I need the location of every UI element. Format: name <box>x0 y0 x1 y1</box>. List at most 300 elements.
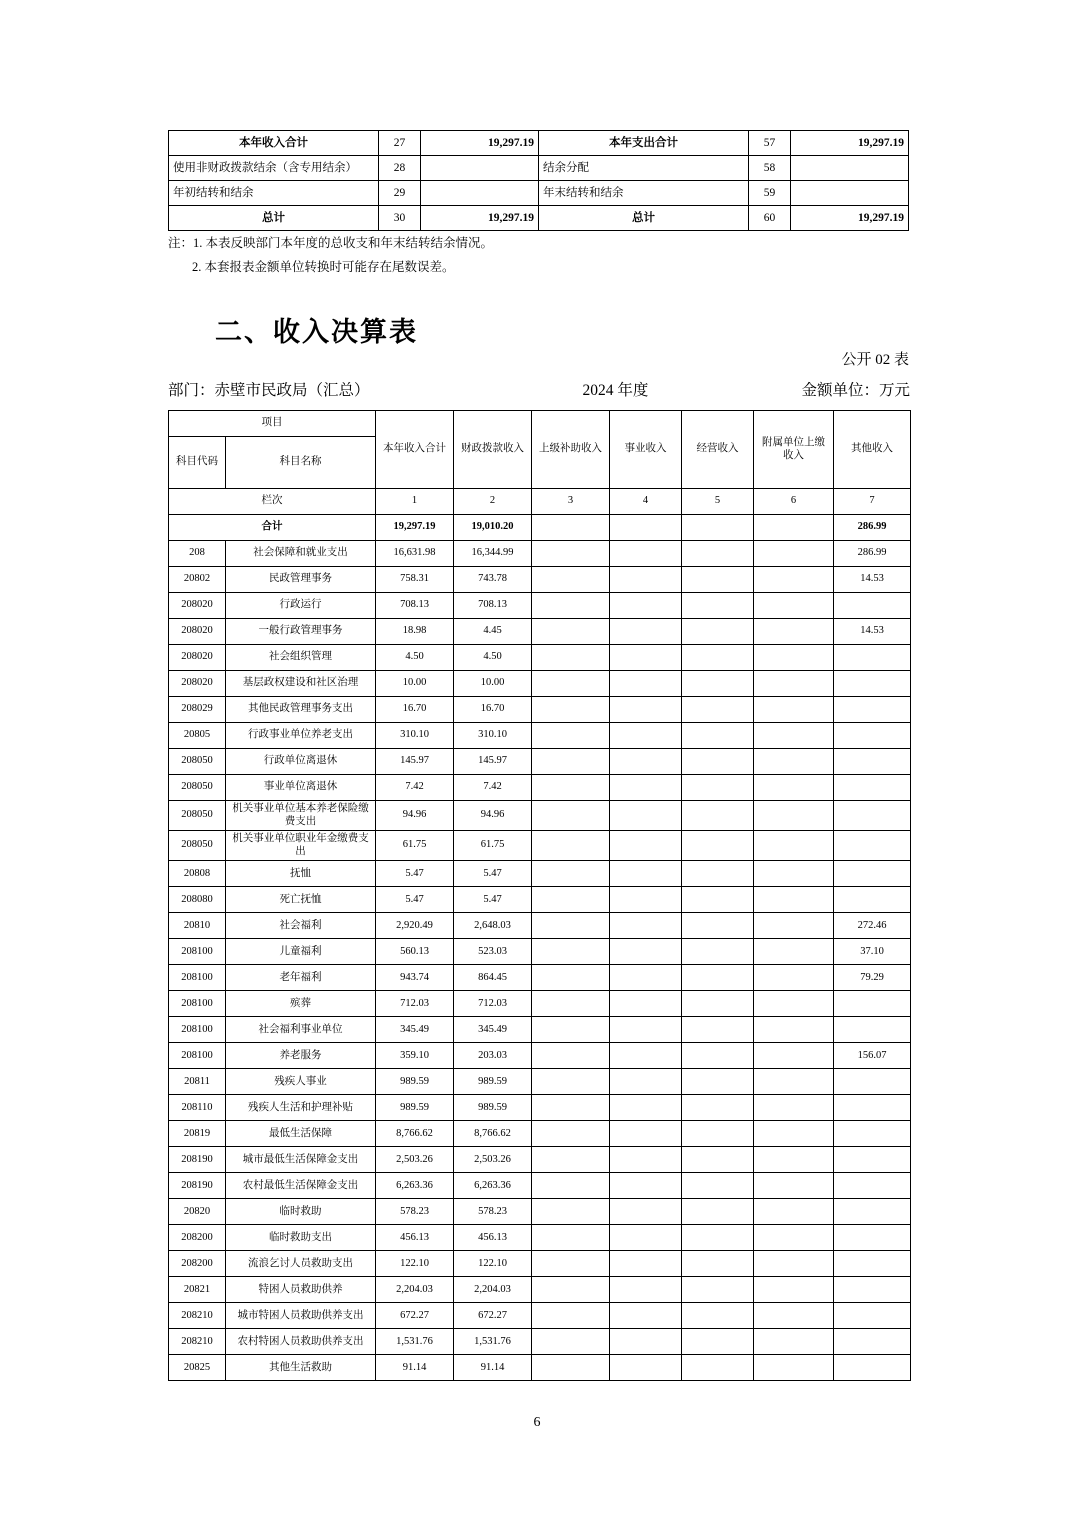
row-value-1: 10.00 <box>376 671 454 697</box>
row-value-3 <box>532 541 610 567</box>
row-right-value: 19,297.19 <box>791 131 909 156</box>
row-name: 其他生活救助 <box>226 1355 376 1381</box>
row-value-2: 989.59 <box>454 1069 532 1095</box>
total-value-5 <box>682 515 754 541</box>
row-code: 208029 <box>169 697 226 723</box>
page-number: 6 <box>533 1415 541 1430</box>
row-value-7 <box>834 1277 911 1303</box>
row-value-5 <box>682 749 754 775</box>
row-value-5 <box>682 913 754 939</box>
row-value-4 <box>610 697 682 723</box>
row-value-7 <box>834 671 911 697</box>
table-row <box>169 206 909 231</box>
row-value-2: 708.13 <box>454 593 532 619</box>
row-value-5 <box>682 1173 754 1199</box>
row-value-5 <box>682 1147 754 1173</box>
row-value-3 <box>532 1329 610 1355</box>
row-code: 208100 <box>169 1017 226 1043</box>
row-value-6 <box>754 1069 834 1095</box>
row-code: 208020 <box>169 593 226 619</box>
table-row <box>169 939 911 965</box>
table-row <box>169 1121 911 1147</box>
row-name: 行政单位离退休 <box>226 749 376 775</box>
row-value-4 <box>610 801 682 831</box>
row-value-2: 94.96 <box>454 801 532 831</box>
row-value-1: 16,631.98 <box>376 541 454 567</box>
row-value-2: 5.47 <box>454 887 532 913</box>
row-value-7 <box>834 1121 911 1147</box>
row-value-4 <box>610 991 682 1017</box>
row-value-7 <box>834 645 911 671</box>
row-value-3 <box>532 619 610 645</box>
row-value-3 <box>532 645 610 671</box>
row-code: 208100 <box>169 965 226 991</box>
row-value-4 <box>610 1069 682 1095</box>
row-name: 临时救助 <box>226 1199 376 1225</box>
row-value-1: 989.59 <box>376 1069 454 1095</box>
row-value-2: 91.14 <box>454 1355 532 1381</box>
row-value-6 <box>754 1225 834 1251</box>
row-value-3 <box>532 861 610 887</box>
row-code: 20805 <box>169 723 226 749</box>
row-value-4 <box>610 1199 682 1225</box>
row-value-1: 7.42 <box>376 775 454 801</box>
fiscal-year-label: 2024 年度 <box>582 382 649 399</box>
row-value-7 <box>834 1329 911 1355</box>
row-value-2: 8,766.62 <box>454 1121 532 1147</box>
row-name: 农村特困人员救助供养支出 <box>226 1329 376 1355</box>
row-value-5 <box>682 801 754 831</box>
row-value-6 <box>754 1017 834 1043</box>
table-row <box>169 1251 911 1277</box>
row-value-4 <box>610 1173 682 1199</box>
row-value-3 <box>532 1121 610 1147</box>
table-row <box>169 645 911 671</box>
row-value-7 <box>834 1225 911 1251</box>
row-value-7 <box>834 1355 911 1381</box>
row-value-2: 4.50 <box>454 645 532 671</box>
row-value-5 <box>682 619 754 645</box>
row-value-3 <box>532 1173 610 1199</box>
table-row <box>169 181 909 206</box>
row-value-1: 5.47 <box>376 887 454 913</box>
row-code: 208080 <box>169 887 226 913</box>
row-value-6 <box>754 723 834 749</box>
row-code: 208200 <box>169 1225 226 1251</box>
total-value-7: 286.99 <box>834 515 911 541</box>
table-row <box>169 887 911 913</box>
table-meta-row <box>168 378 910 400</box>
table-row <box>169 1225 911 1251</box>
row-value-3 <box>532 775 610 801</box>
row-value-3 <box>532 939 610 965</box>
row-name: 其他民政管理事务支出 <box>226 697 376 723</box>
row-value-4 <box>610 1355 682 1381</box>
row-name: 社会福利 <box>226 913 376 939</box>
row-value-3 <box>532 831 610 861</box>
row-value-2: 4.45 <box>454 619 532 645</box>
row-value-2: 310.10 <box>454 723 532 749</box>
row-value-3 <box>532 1355 610 1381</box>
row-value-7 <box>834 1303 911 1329</box>
department-label: 部门：赤壁市民政局（汇总） <box>168 382 370 399</box>
row-value-1: 578.23 <box>376 1199 454 1225</box>
row-value-3 <box>532 1251 610 1277</box>
row-code: 20825 <box>169 1355 226 1381</box>
row-right-value <box>791 156 909 181</box>
header-col-3: 上级补助收入 <box>532 411 610 489</box>
row-value-6 <box>754 913 834 939</box>
row-value-5 <box>682 1043 754 1069</box>
row-value-6 <box>754 1043 834 1069</box>
row-value-7 <box>834 831 911 861</box>
row-value-4 <box>610 913 682 939</box>
income-statement-table <box>168 410 910 1381</box>
table-row <box>169 1069 911 1095</box>
row-left-value <box>421 181 539 206</box>
row-name: 儿童福利 <box>226 939 376 965</box>
row-code: 208100 <box>169 939 226 965</box>
row-value-3 <box>532 697 610 723</box>
row-name: 农村最低生活保障金支出 <box>226 1173 376 1199</box>
total-value-1: 19,297.19 <box>376 515 454 541</box>
row-name: 临时救助支出 <box>226 1225 376 1251</box>
table-row <box>169 861 911 887</box>
row-value-4 <box>610 861 682 887</box>
row-value-5 <box>682 1225 754 1251</box>
row-value-2: 203.03 <box>454 1043 532 1069</box>
row-value-1: 712.03 <box>376 991 454 1017</box>
row-value-5 <box>682 1277 754 1303</box>
row-code: 20810 <box>169 913 226 939</box>
row-value-4 <box>610 831 682 861</box>
table-row <box>169 671 911 697</box>
row-value-7 <box>834 697 911 723</box>
table-row <box>169 619 911 645</box>
row-value-7: 79.29 <box>834 965 911 991</box>
row-value-2: 1,531.76 <box>454 1329 532 1355</box>
table-row <box>169 965 911 991</box>
rank-number-1: 1 <box>376 489 454 515</box>
row-value-3 <box>532 887 610 913</box>
row-value-7: 272.46 <box>834 913 911 939</box>
row-value-1: 4.50 <box>376 645 454 671</box>
row-name: 最低生活保障 <box>226 1121 376 1147</box>
row-value-2: 712.03 <box>454 991 532 1017</box>
row-value-5 <box>682 671 754 697</box>
row-value-3 <box>532 567 610 593</box>
row-value-1: 6,263.36 <box>376 1173 454 1199</box>
row-value-6 <box>754 887 834 913</box>
rank-number-4: 4 <box>610 489 682 515</box>
row-value-4 <box>610 619 682 645</box>
row-name: 残疾人事业 <box>226 1069 376 1095</box>
row-code: 208050 <box>169 775 226 801</box>
table-row <box>169 1043 911 1069</box>
row-name: 行政运行 <box>226 593 376 619</box>
row-value-6 <box>754 1329 834 1355</box>
sheet-number: 公开 02 表 <box>841 352 909 368</box>
row-value-6 <box>754 567 834 593</box>
row-value-2: 578.23 <box>454 1199 532 1225</box>
row-value-1: 2,204.03 <box>376 1277 454 1303</box>
row-value-6 <box>754 1121 834 1147</box>
row-value-4 <box>610 1329 682 1355</box>
row-value-6 <box>754 861 834 887</box>
row-right-number: 57 <box>749 131 791 156</box>
row-value-6 <box>754 831 834 861</box>
total-value-6 <box>754 515 834 541</box>
row-value-3 <box>532 1017 610 1043</box>
row-name: 一般行政管理事务 <box>226 619 376 645</box>
table-row <box>169 1095 911 1121</box>
row-value-1: 1,531.76 <box>376 1329 454 1355</box>
row-name: 民政管理事务 <box>226 567 376 593</box>
row-value-1: 943.74 <box>376 965 454 991</box>
row-code: 208020 <box>169 671 226 697</box>
row-code: 208020 <box>169 619 226 645</box>
row-code: 208190 <box>169 1147 226 1173</box>
row-left-number: 28 <box>379 156 421 181</box>
row-value-1: 310.10 <box>376 723 454 749</box>
row-value-7 <box>834 723 911 749</box>
row-value-6 <box>754 991 834 1017</box>
row-value-2: 743.78 <box>454 567 532 593</box>
header-col-1: 本年收入合计 <box>376 411 454 489</box>
table-row <box>169 1147 911 1173</box>
row-value-1: 672.27 <box>376 1303 454 1329</box>
row-code: 208050 <box>169 831 226 861</box>
row-value-3 <box>532 593 610 619</box>
row-code: 20808 <box>169 861 226 887</box>
row-value-7 <box>834 1147 911 1173</box>
row-value-5 <box>682 567 754 593</box>
row-left-value: 19,297.19 <box>421 131 539 156</box>
row-value-5 <box>682 775 754 801</box>
row-value-3 <box>532 965 610 991</box>
header-col-4: 事业收入 <box>610 411 682 489</box>
row-value-5 <box>682 965 754 991</box>
row-right-label: 本年支出合计 <box>539 131 749 156</box>
table-row <box>169 156 909 181</box>
row-name: 机关事业单位基本养老保险缴费支出 <box>226 801 376 831</box>
row-name: 社会福利事业单位 <box>226 1017 376 1043</box>
row-value-4 <box>610 593 682 619</box>
row-value-5 <box>682 831 754 861</box>
rank-number-2: 2 <box>454 489 532 515</box>
row-left-label: 年初结转和结余 <box>169 181 379 206</box>
row-value-5 <box>682 697 754 723</box>
row-value-7 <box>834 991 911 1017</box>
income-table <box>168 410 911 1381</box>
row-value-1: 91.14 <box>376 1355 454 1381</box>
row-value-2: 2,648.03 <box>454 913 532 939</box>
table-row <box>169 1303 911 1329</box>
row-right-label: 总计 <box>539 206 749 231</box>
row-value-5 <box>682 541 754 567</box>
row-value-6 <box>754 593 834 619</box>
row-value-4 <box>610 1017 682 1043</box>
row-value-4 <box>610 723 682 749</box>
row-value-5 <box>682 1355 754 1381</box>
row-value-7 <box>834 749 911 775</box>
row-value-6 <box>754 1095 834 1121</box>
row-value-5 <box>682 1095 754 1121</box>
table-row <box>169 1329 911 1355</box>
row-value-3 <box>532 1069 610 1095</box>
row-right-label: 年末结转和结余 <box>539 181 749 206</box>
row-value-6 <box>754 1199 834 1225</box>
row-right-number: 58 <box>749 156 791 181</box>
row-value-5 <box>682 1251 754 1277</box>
row-value-3 <box>532 1225 610 1251</box>
row-value-4 <box>610 1277 682 1303</box>
row-value-6 <box>754 1173 834 1199</box>
row-value-1: 2,503.26 <box>376 1147 454 1173</box>
row-code: 208210 <box>169 1303 226 1329</box>
header-col-6: 附属单位上缴收入 <box>754 411 834 489</box>
total-label: 合计 <box>169 515 376 541</box>
row-value-7: 14.53 <box>834 567 911 593</box>
row-value-7 <box>834 861 911 887</box>
row-left-label: 总计 <box>169 206 379 231</box>
row-code: 208100 <box>169 991 226 1017</box>
row-value-4 <box>610 939 682 965</box>
row-value-6 <box>754 645 834 671</box>
row-name: 特困人员救助供养 <box>226 1277 376 1303</box>
table-row <box>169 593 911 619</box>
row-left-label: 使用非财政拨款结余（含专用结余） <box>169 156 379 181</box>
row-value-7: 156.07 <box>834 1043 911 1069</box>
row-value-3 <box>532 1199 610 1225</box>
table-row <box>169 131 909 156</box>
row-value-2: 523.03 <box>454 939 532 965</box>
table-row <box>169 541 911 567</box>
row-value-6 <box>754 619 834 645</box>
row-value-2: 122.10 <box>454 1251 532 1277</box>
row-value-5 <box>682 593 754 619</box>
row-value-3 <box>532 1303 610 1329</box>
row-name: 抚恤 <box>226 861 376 887</box>
table-total-row <box>169 515 911 541</box>
row-code: 20819 <box>169 1121 226 1147</box>
table-rank-row <box>169 489 911 515</box>
rank-number-3: 3 <box>532 489 610 515</box>
row-name: 行政事业单位养老支出 <box>226 723 376 749</box>
row-value-5 <box>682 723 754 749</box>
row-value-5 <box>682 1069 754 1095</box>
summary-table <box>168 130 909 231</box>
row-value-3 <box>532 723 610 749</box>
row-code: 208110 <box>169 1095 226 1121</box>
row-value-4 <box>610 1147 682 1173</box>
amount-unit-label: 金额单位：万元 <box>801 382 910 399</box>
row-value-2: 2,503.26 <box>454 1147 532 1173</box>
row-value-4 <box>610 1303 682 1329</box>
row-left-value <box>421 156 539 181</box>
row-value-3 <box>532 671 610 697</box>
row-left-number: 27 <box>379 131 421 156</box>
row-value-7 <box>834 887 911 913</box>
note-line-1: 注：1. 本表反映部门本年度的总收支和年末结转结余情况。 <box>168 236 494 250</box>
row-value-1: 61.75 <box>376 831 454 861</box>
row-code: 208020 <box>169 645 226 671</box>
row-value-7 <box>834 1069 911 1095</box>
row-code: 20811 <box>169 1069 226 1095</box>
row-value-2: 456.13 <box>454 1225 532 1251</box>
rank-number-5: 5 <box>682 489 754 515</box>
row-value-7: 37.10 <box>834 939 911 965</box>
row-value-2: 16,344.99 <box>454 541 532 567</box>
row-name: 社会组织管理 <box>226 645 376 671</box>
row-name: 老年福利 <box>226 965 376 991</box>
row-value-6 <box>754 939 834 965</box>
row-value-1: 560.13 <box>376 939 454 965</box>
row-value-1: 8,766.62 <box>376 1121 454 1147</box>
row-value-5 <box>682 1121 754 1147</box>
row-value-6 <box>754 1147 834 1173</box>
row-value-2: 672.27 <box>454 1303 532 1329</box>
table-row <box>169 567 911 593</box>
row-value-7 <box>834 775 911 801</box>
row-value-2: 145.97 <box>454 749 532 775</box>
row-code: 20802 <box>169 567 226 593</box>
rank-label: 栏次 <box>169 489 376 515</box>
header-col-2: 财政拨款收入 <box>454 411 532 489</box>
row-value-1: 145.97 <box>376 749 454 775</box>
summary-table-continuation <box>168 130 908 231</box>
row-value-7 <box>834 593 911 619</box>
table-row <box>169 1017 911 1043</box>
table-row <box>169 991 911 1017</box>
row-value-3 <box>532 1147 610 1173</box>
table-row <box>169 749 911 775</box>
row-name: 死亡抚恤 <box>226 887 376 913</box>
table-header-row-1 <box>169 411 911 437</box>
table-notes <box>168 232 928 280</box>
table-row <box>169 723 911 749</box>
row-right-number: 59 <box>749 181 791 206</box>
note-line-2: 2. 本套报表金额单位转换时可能存在尾数误差。 <box>192 259 455 274</box>
table-row <box>169 1355 911 1381</box>
row-code: 208050 <box>169 801 226 831</box>
row-value-4 <box>610 1121 682 1147</box>
row-value-5 <box>682 1017 754 1043</box>
table-row <box>169 1199 911 1225</box>
row-value-6 <box>754 671 834 697</box>
row-value-2: 6,263.36 <box>454 1173 532 1199</box>
row-code: 208 <box>169 541 226 567</box>
row-value-2: 2,204.03 <box>454 1277 532 1303</box>
row-value-5 <box>682 861 754 887</box>
row-value-4 <box>610 567 682 593</box>
row-name: 流浪乞讨人员救助支出 <box>226 1251 376 1277</box>
table-row <box>169 1277 911 1303</box>
row-name: 养老服务 <box>226 1043 376 1069</box>
row-value-4 <box>610 671 682 697</box>
row-value-1: 5.47 <box>376 861 454 887</box>
row-right-label: 结余分配 <box>539 156 749 181</box>
row-value-6 <box>754 749 834 775</box>
row-value-5 <box>682 1199 754 1225</box>
row-name: 残疾人生活和护理补贴 <box>226 1095 376 1121</box>
row-value-2: 864.45 <box>454 965 532 991</box>
row-code: 208100 <box>169 1043 226 1069</box>
row-code: 20821 <box>169 1277 226 1303</box>
row-value-3 <box>532 991 610 1017</box>
rank-number-6: 6 <box>754 489 834 515</box>
row-left-number: 29 <box>379 181 421 206</box>
